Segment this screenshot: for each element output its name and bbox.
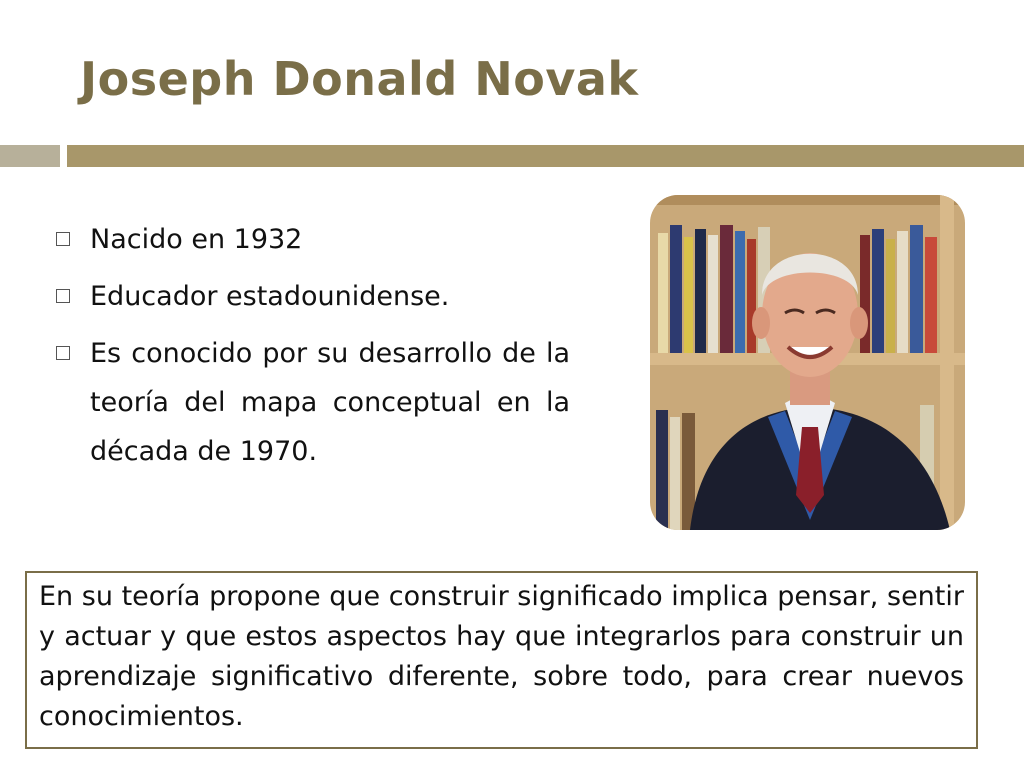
bullet-item (50, 329, 570, 476)
square-bullet-icon (56, 232, 70, 246)
square-bullet-icon (56, 289, 70, 303)
title-rule-right (67, 145, 1024, 167)
square-bullet-icon (56, 346, 70, 360)
portrait-photo (650, 195, 965, 530)
bullet-text: Es conocido por su desarrollo de la teoría del mapa conceptual en la década de 1970. (90, 338, 570, 467)
bullet-item (50, 272, 570, 321)
bullet-item (50, 215, 570, 264)
summary-text-box: En su teoría propone que construir significado implica pensar, sentir y actuar y que estos aspectos hay que integrarlos para construir un aprendizaje significativo diferente, sobre todo, para crear nuevos conocimientos. (25, 571, 978, 749)
bullet-list (50, 215, 570, 484)
title-rule-left (0, 145, 60, 167)
slide-title: Joseph Donald Novak (80, 52, 639, 106)
bullet-text: Educador estadounidense. (90, 281, 450, 312)
portrait-illustration (650, 195, 965, 530)
bullet-text: Nacido en 1932 (90, 224, 303, 255)
